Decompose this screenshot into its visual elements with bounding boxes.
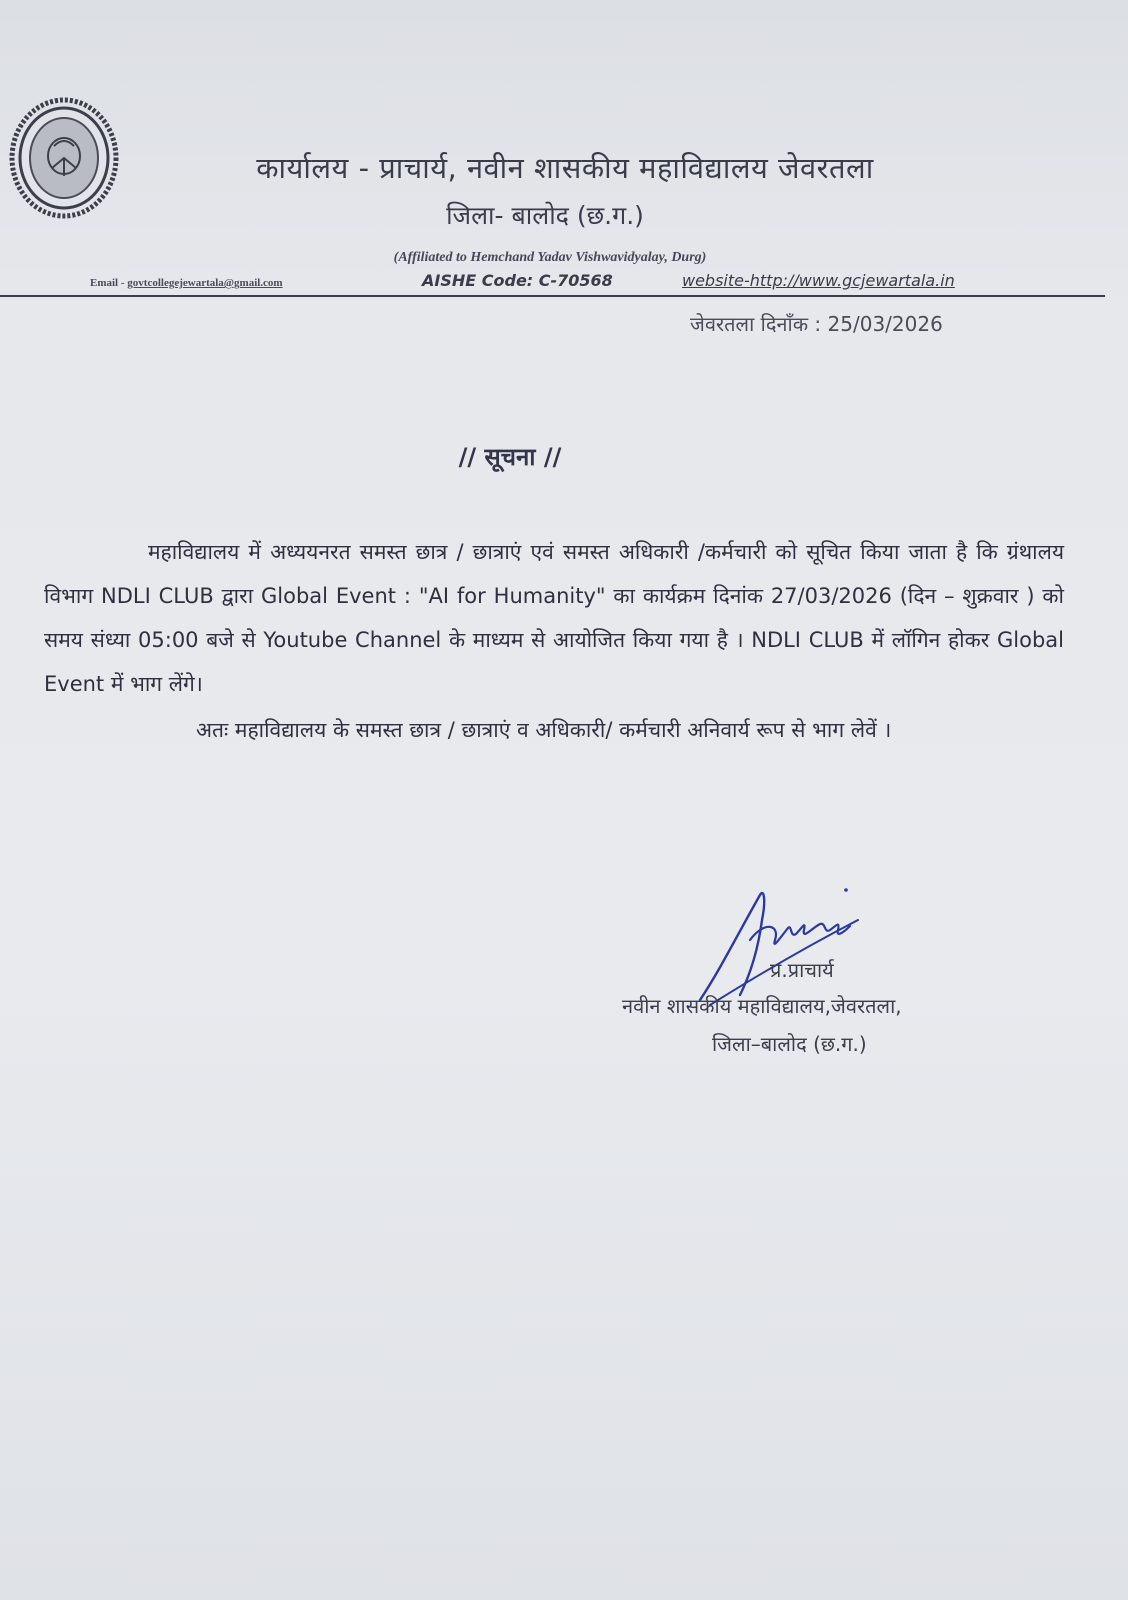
affiliation-line: (Affiliated to Hemchand Yadav Vishwavidyalay, Durg) <box>393 250 707 265</box>
signatory-college: नवीन शासकीय महाविद्यालय,जेवरतला, <box>622 994 902 1018</box>
website-link: website-http://www.gcjewartala.in <box>682 271 955 290</box>
body-paragraph-1: महाविद्यालय में अध्ययनरत समस्त छात्र / छात्राएं एवं समस्त अधिकारी /कर्मचारी को सूचित किया जाता है कि ग्रंथालय विभाग NDLI CLUB द्वारा Global Event : "AI for Humanity" का कार्यक्रम दिनांक 27/03/2026 (दिन – शुक्रवार ) को समय संध्या 05:00 बजे से Youtube Channel के माध्यम से आयोजित किया गया है । NDLI CLUB में लॉगिन होकर Global Event में भाग लेंगे। <box>44 540 1064 696</box>
body-paragraph-2: अतः महाविद्यालय के समस्त छात्र / छात्राएं व अधिकारी/ कर्मचारी अनिवार्य रूप से भाग लेवें । <box>196 718 892 742</box>
college-seal-logo <box>8 96 120 220</box>
email-label: Email - <box>90 277 128 289</box>
aishe-code: AISHE Code: C-70568 <box>422 271 613 290</box>
email-line <box>90 277 283 289</box>
date-line: जेवरतला दिनाँक : 25/03/2026 <box>690 312 943 336</box>
district-subtitle: जिला- बालोद (छ.ग.) <box>446 201 644 230</box>
email-address: govtcollegejewartala@gmail.com <box>127 277 283 289</box>
notice-body <box>44 530 1064 752</box>
notice-heading: // सूचना // <box>458 443 562 471</box>
header-divider <box>0 295 1105 297</box>
office-title: कार्यालय - प्राचार्य, नवीन शासकीय महाविद्यालय जेवरतला <box>256 151 874 185</box>
signatory-title: प्र.प्राचार्य <box>770 958 834 982</box>
signatory-district: जिला–बालोद (छ.ग.) <box>712 1032 867 1056</box>
contact-row <box>90 271 1010 295</box>
